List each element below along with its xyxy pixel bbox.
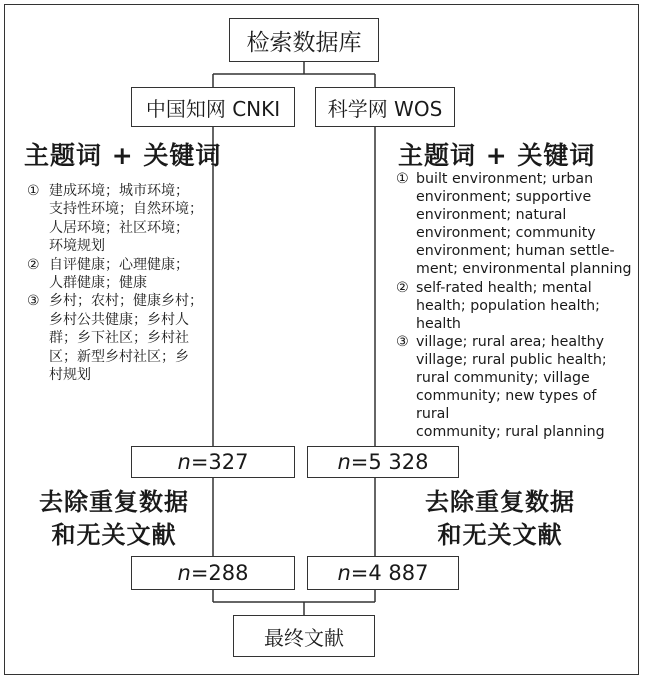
cnki-database-box: 中国知网 CNKI [131,87,295,127]
list-item [27,256,212,293]
item-number: ③ [396,333,409,350]
wos-final-count-box [307,556,459,590]
item-text: 乡村；农村；健康乡村； 乡村公共健康；乡村人 群；乡下社区；乡村社 区；新型乡村社区；乡 村规划 [49,293,203,384]
count-value: =4 887 [350,561,429,585]
n-variable: n [337,450,351,474]
item-text: village; rural area; healthy village; rural public health; rural community; village community; new types of rural community; rural planning [416,333,607,441]
item-number: ① [27,183,40,199]
cnki-final-count-box [131,556,295,590]
cnki-dedupe-label [24,486,204,552]
list-item [27,182,212,256]
item-text: 建成环境；城市环境； 支持性环境；自然环境； 人居环境；社区环境； 环境规划 [49,183,203,255]
dedupe-line-2: 和无关文献 [51,521,177,549]
item-text: built environment; urban environment; supportive environment; natural environment; community environment; human settle- ment; environmental planning [416,171,632,278]
list-item [396,279,634,333]
cnki-initial-count-box [131,446,295,478]
n-variable: n [177,561,191,585]
n-variable: n [177,450,191,474]
wos-database-box: 科学网 WOS [315,87,455,127]
count-value: =288 [190,561,249,585]
item-number: ① [396,171,409,187]
final-literature-box: 最终文献 [233,615,375,657]
root-search-databases-box: 检索数据库 [229,18,379,62]
wos-dedupe-label [410,486,590,552]
item-number: ② [27,256,40,273]
item-text: self-rated health; mental health; population health; health [416,279,600,332]
count-value: =5 328 [350,450,429,474]
dedupe-line-2: 和无关文献 [437,521,563,549]
list-item [396,170,634,279]
wos-initial-count-box [307,446,459,478]
cnki-search-heading: 主题词 + 关键词 [24,141,222,170]
count-value: =327 [190,450,249,474]
cnki-terms-list [27,182,212,384]
item-number: ② [396,279,409,296]
item-text: 自评健康；心理健康； 人群健康；健康 [49,256,189,292]
item-number: ③ [27,293,40,310]
wos-terms-list [396,170,634,441]
wos-search-heading: 主题词 + 关键词 [398,141,596,170]
list-item [396,333,634,442]
dedupe-line-1: 去除重复数据 [425,488,575,516]
n-variable: n [337,561,351,585]
dedupe-line-1: 去除重复数据 [39,488,189,516]
list-item [27,292,212,384]
